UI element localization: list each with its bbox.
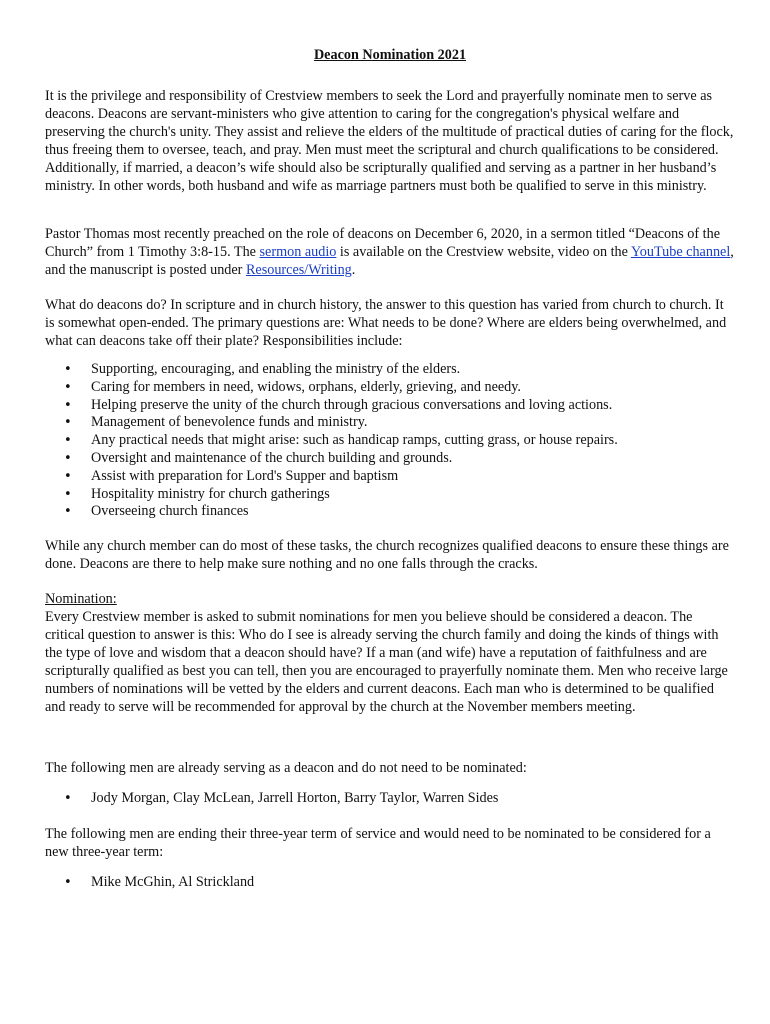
sermon-audio-link[interactable]: sermon audio — [259, 244, 337, 260]
question-paragraph: What do deacons do? In scripture and in church history, the answer to this question has varied from church to church. It is somewhat open-ended. The primary questions are: What needs to be done? Where are elders being overwhelmed, and what can deacons take off their plate? Responsibilities include: — [45, 297, 727, 349]
list-item: • Supporting, encouraging, and enabling the ministry of the elders. — [45, 361, 735, 379]
list-item: • Mike McGhin, Al Strickland — [45, 874, 735, 892]
responsibilities-list — [45, 361, 735, 521]
sermon-text-2: is available on the Crestview website, video on the — [336, 244, 631, 260]
list-item: • Management of benevolence funds and ministry. — [45, 414, 735, 432]
while-paragraph: While any church member can do most of these tasks, the church recognizes qualified deacons to ensure these things are done. Deacons are there to help make sure nothing and no one falls through the cracks. — [45, 538, 729, 573]
sermon-paragraph — [45, 225, 735, 279]
list-item: • Overseeing church finances — [45, 503, 735, 521]
sermon-text-4: . — [351, 262, 356, 278]
document-page — [45, 46, 735, 909]
ending-intro: The following men are ending their three-year term of service and would need to be nominated to be considered for a new three-year term: — [45, 825, 711, 860]
serving-intro: The following men are already serving as a deacon and do not need to be nominated: — [45, 760, 527, 777]
list-item: • Oversight and maintenance of the church building and grounds. — [45, 450, 735, 468]
nomination-section — [45, 590, 735, 716]
list-item: • Caring for members in need, widows, orphans, elderly, grieving, and needy. — [45, 379, 735, 397]
sermon-text-3: , and the manuscript is posted under — [45, 244, 734, 278]
resources-writing-link[interactable]: Resources/Writing — [245, 262, 352, 278]
list-item: • Hospitality ministry for church gatherings — [45, 486, 735, 504]
document-title: Deacon Nomination 2021 — [313, 47, 467, 63]
list-item: • Helping preserve the unity of the church through gracious conversations and loving actions. — [45, 397, 735, 415]
list-item: • Assist with preparation for Lord's Supper and baptism — [45, 468, 735, 486]
ending-deacons-list — [45, 874, 735, 892]
nomination-heading: Nomination: — [45, 591, 117, 608]
youtube-channel-link[interactable]: YouTube channel — [630, 244, 731, 260]
nomination-body: Every Crestview member is asked to submit nominations for men you believe should be considered a deacon. The critical question to answer is this: Who do I see is already serving the church family and doing the kinds of things with the type of love and wisdom that a deacon should have? If a man (and wife) have a reputation of faithfulness and are scripturally qualified as best you can tell, then you are encouraged to prayerfully nominate them. Men who receive large numbers of nominations will be vetted by the elders and current deacons. Each man who is determined to be qualified and ready to serve will be recommended for approval by the church at the November members meeting. — [45, 609, 728, 716]
list-item: • Any practical needs that might arise: such as handicap ramps, cutting grass, or house repairs. — [45, 432, 735, 450]
list-item: • Jody Morgan, Clay McLean, Jarrell Horton, Barry Taylor, Warren Sides — [45, 790, 735, 808]
serving-deacons-list — [45, 790, 735, 808]
intro-paragraph: It is the privilege and responsibility of Crestview members to seek the Lord and prayerfully nominate men to serve as deacons. Deacons are servant-ministers who give attention to caring for the congregation's physical welfare and preserving the church's unity. They assist and relieve the elders of the multitude of practical duties of caring for the flock, thus freeing them to oversee, teach, and pray. Men must meet the scriptural and church qualifications to be considered. Additionally, if married, a deacon’s wife should also be scripturally qualified and serving as a partner in her husband’s ministry. In other words, both husband and wife as marriage partners must both be qualified to serve in this ministry. — [45, 88, 734, 194]
sermon-text-1: Pastor Thomas most recently preached on the role of deacons on December 6, 2020, in a sermon titled “Deacons of the Church” from 1 Timothy 3:8-15. The — [45, 226, 721, 260]
